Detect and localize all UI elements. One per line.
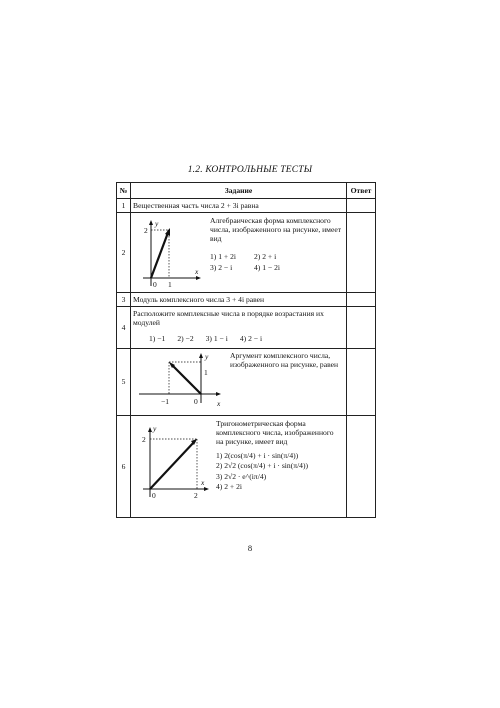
y-axis-arrow	[149, 220, 153, 225]
y-axis-arrow	[148, 427, 152, 432]
row-number: 3	[117, 293, 131, 307]
option: 4) 1 − 2i	[254, 263, 281, 273]
x-label: x	[217, 399, 221, 408]
origin-label: 0	[194, 397, 198, 406]
answer-cell[interactable]	[347, 293, 376, 307]
row-number: 5	[117, 349, 131, 416]
table-row	[117, 293, 376, 307]
x-tick: 2	[194, 490, 198, 500]
y-tick: 1	[204, 368, 208, 377]
x-axis-arrow	[204, 487, 209, 491]
table-row	[117, 307, 376, 349]
y-tick: 2	[144, 225, 148, 235]
y-label: y	[155, 218, 159, 228]
page-number: 8	[247, 543, 253, 553]
vector	[150, 441, 195, 489]
row-number: 2	[117, 213, 131, 293]
option: 1) 2(cos(π/4) + i · sin(π/4))	[216, 450, 299, 460]
answer-cell[interactable]	[347, 349, 376, 416]
origin-label: 0	[153, 279, 157, 289]
y-label: y	[205, 352, 209, 361]
x-label: x	[201, 477, 205, 487]
complex-plane-figure	[133, 214, 207, 292]
option: 1) 1 + 2i	[210, 251, 237, 261]
complex-plane-figure	[133, 349, 227, 415]
table-row	[117, 199, 376, 213]
option: 4) 2 + 2i	[216, 482, 243, 492]
row-number: 6	[117, 416, 131, 518]
x-tick: −1	[161, 397, 169, 406]
answer-cell[interactable]	[347, 416, 376, 518]
table-header-row	[117, 183, 376, 199]
task-text: Тригонометрическая форма комплексного числа, изображенного на рисунке, имеет вид	[216, 418, 334, 447]
option: 2) −2	[177, 333, 194, 343]
origin-label: 0	[152, 490, 156, 500]
y-label: y	[153, 423, 157, 433]
task-text: Модуль комплексного числа 3 + 4i равен	[131, 293, 347, 307]
option: 1) −1	[149, 333, 166, 343]
task-text: Вещественная часть числа 2 + 3i равна	[131, 199, 347, 213]
table-row	[117, 213, 376, 293]
vector	[151, 230, 169, 278]
row-number: 1	[117, 199, 131, 213]
vector-arrow	[165, 228, 170, 236]
header-task: Задание	[131, 183, 347, 199]
complex-plane-figure	[133, 417, 213, 517]
header-num: №	[117, 183, 131, 199]
x-label: x	[195, 266, 199, 276]
answer-cell[interactable]	[347, 213, 376, 293]
task-text: Алгебраическая форма комплексного числа, изображенного на рисунке, имеет вид	[210, 215, 342, 244]
answer-cell[interactable]	[347, 199, 376, 213]
task-text: Расположите комплексные числа в порядке возрастания их модулей	[133, 309, 324, 328]
table-row	[117, 349, 376, 416]
tests-table	[116, 182, 376, 518]
page-title: 1.2. КОНТРОЛЬНЫЕ ТЕСТЫ	[187, 165, 313, 175]
header-answer: Ответ	[347, 183, 376, 199]
option: 3) 2√2 · e^(iπ/4)	[216, 471, 267, 481]
option: 2) 2 + i	[254, 251, 277, 261]
vector	[171, 364, 201, 394]
answer-cell[interactable]	[347, 307, 376, 349]
x-tick: 1	[168, 279, 172, 289]
x-axis-arrow	[196, 276, 201, 280]
x-axis-arrow	[216, 392, 221, 396]
row-number: 4	[117, 307, 131, 349]
table-row	[117, 416, 376, 518]
option: 2) 2√2 (cos(π/4) + i · sin(π/4))	[216, 461, 309, 471]
option: 4) 2 − i	[239, 333, 263, 343]
option: 3) 2 − i	[210, 263, 233, 273]
y-axis-arrow	[199, 353, 203, 358]
option: 3) 1 − i	[205, 333, 228, 343]
task-text: Аргумент комплексного числа, изображенного на рисунке, равен	[230, 351, 339, 370]
y-tick: 2	[142, 434, 146, 444]
